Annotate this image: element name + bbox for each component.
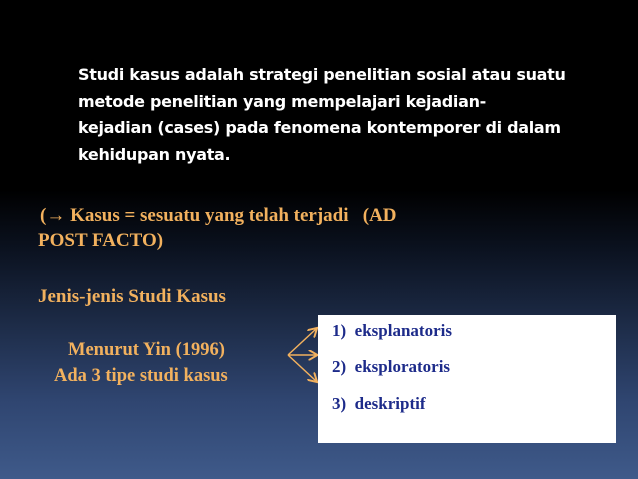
type-item-2: 2) eksploratoris (332, 357, 451, 376)
yin-line-2: Ada 3 tipe studi kasus (54, 366, 228, 386)
jenis-heading: Jenis-jenis Studi Kasus (38, 286, 226, 307)
yin-line-1: Menurut Yin (1996) (68, 340, 225, 360)
arrow-down-right-icon (288, 355, 316, 381)
kasus-note-line-1: (→ Kasus = sesuatu yang telah terjadi (AD (40, 205, 397, 226)
definition-line-2: metode penelitian yang mempelajari kejadian- (78, 91, 487, 111)
definition-line-1: Studi kasus adalah strategi penelitian sosial atau suatu (78, 65, 566, 84)
types-box (318, 315, 616, 443)
type-item-1: 1) eksplanatoris (332, 321, 452, 340)
definition-line-3: kejadian (cases) pada fenomena kontemporer di dalam (78, 118, 561, 137)
type-item-3: 3) deskriptif (332, 394, 426, 413)
arrow-up-right-icon (288, 329, 316, 355)
branch-arrows (286, 325, 320, 385)
definition-line-4: kehidupan nyata. (78, 144, 231, 164)
definition-paragraph (78, 62, 598, 168)
kasus-note-line-2: POST FACTO) (38, 230, 164, 251)
